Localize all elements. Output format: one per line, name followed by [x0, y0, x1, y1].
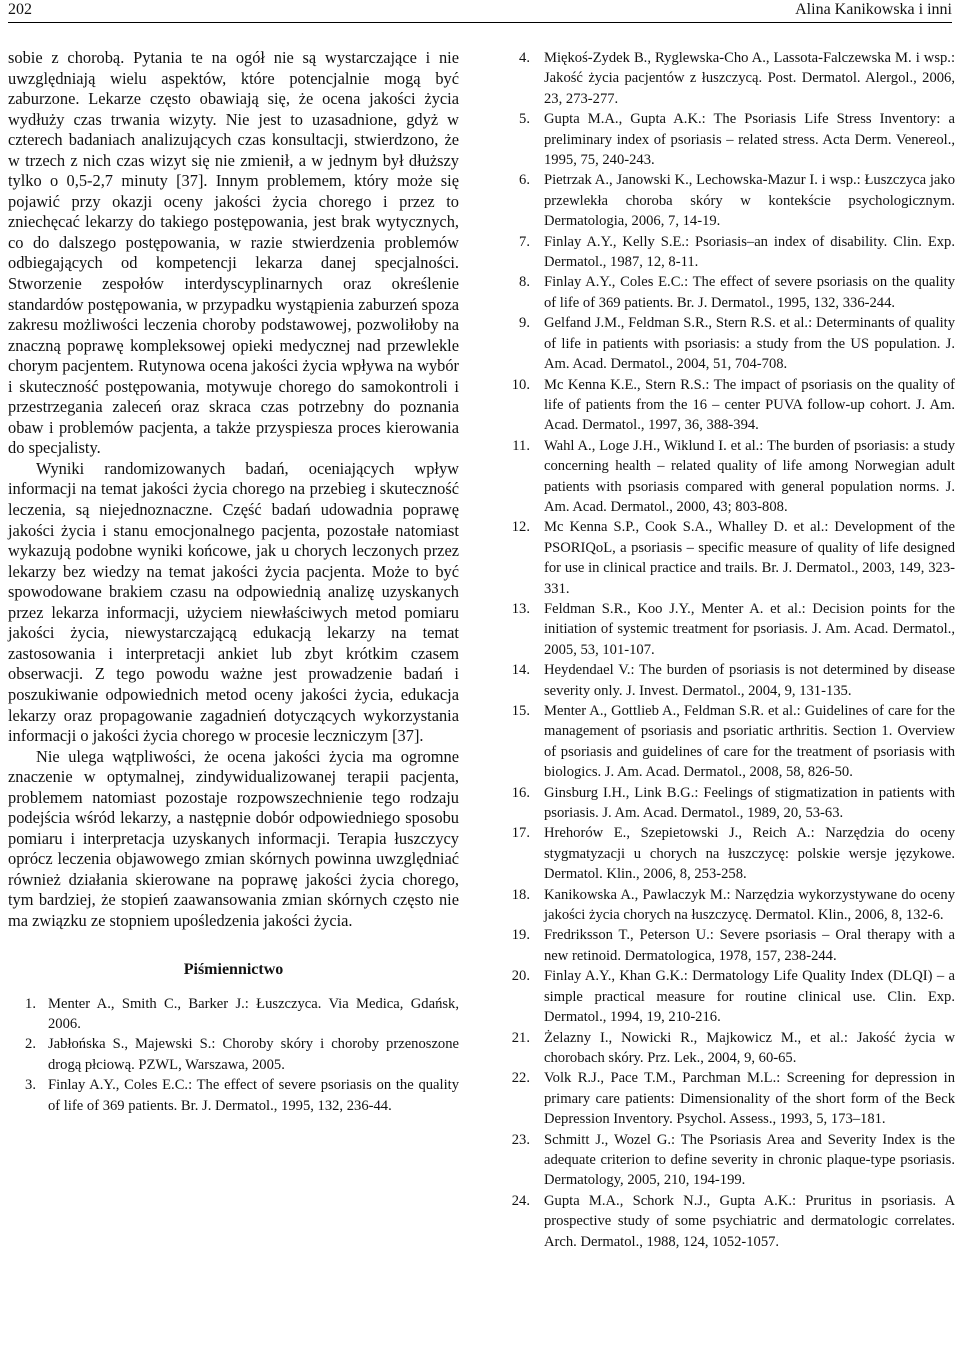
references-list-right: [500, 48, 955, 1252]
reference-number: 24.: [511, 1192, 530, 1209]
reference-number: 23.: [511, 1131, 530, 1148]
reference-text: Pietrzak A., Janowski K., Lechowska-Mazur I. i wsp.: Łuszczyca jako przewlekła choroba skóry w kontekście psychologicznym. Dermatologia, 2006, 7, 14-19.: [544, 172, 955, 230]
reference-number: 15.: [511, 703, 530, 719]
reference-item: [500, 599, 955, 660]
reference-number: 20.: [511, 968, 530, 985]
reference-text: Finlay A.Y., Coles E.C.: The effect of severe psoriasis on the quality of life of 369 patients. Br. J. Dermatol., 1995, 132, 336-244.: [544, 274, 955, 311]
reference-text: Kanikowska A., Pawlaczyk M.: Narzędzia wykorzystywane do oceny jakości życia chorych na łuszczycę. Dermatol. Klin., 2006, 8, 132-6.: [544, 886, 955, 924]
reference-text: Gelfand J.M., Feldman S.R., Stern R.S. et al.: Determinants of quality of life in patients with psoriasis: a study from the US population. J. Am. Acad. Dermatol., 2004, 51, 704-708.: [544, 315, 955, 373]
reference-number: 22.: [511, 1070, 530, 1087]
reference-text: Hrehorów E., Szepietowski J., Reich A.: Narzędzia do oceny stygmatyzacji u chorych na łuszczycę: polskie wersje językowe. Dermatol. Klin., 2006, 8, 253-258.: [544, 825, 955, 883]
body-paragraph: Nie ulega wątpliwości, że ocena jakości życia ma ogromne znaczenie w optymalnej, zindywidualizowanej terapii pacjenta, problemem natomiast pozostaje rozpowszechnienie tego rodzaju podejścia wśród lekarzy, a następnie dobór odpowiedniego sposobu pomiaru i interpretacja uzyskanych informacji. Terapia łuszczycy oprócz leczenia objawowego zmian skórnych powinna uwzględniać również działania skierowane na poprawę jakości życia chorego, tym bardziej, że stopień zaawansowania zmian skórnych często nie ma związku ze stopniem upośledzenia jakości życia.: [8, 746, 459, 930]
reference-item: [8, 1075, 459, 1116]
reference-text: Feldman S.R., Koo J.Y., Menter A. et al.: Decision points for the initiation of systemic treatment for psoriasis. J. Am. Acad. Dermatol., 2005, 53, 101-107.: [544, 600, 955, 658]
reference-text: Gupta M.A., Gupta A.K.: The Psoriasis Life Stress Inventory: a preliminary index of psoriasis – related stress. Acta Derm. Venereol., 1995, 75, 240-243.: [544, 111, 955, 169]
reference-item: [8, 1034, 459, 1075]
reference-number: 8.: [519, 274, 530, 291]
reference-number: 21.: [511, 1029, 530, 1046]
reference-number: 6.: [519, 172, 530, 189]
reference-text: Gupta M.A., Schork N.J., Gupta A.K.: Pruritus in psoriasis. A prospective study of some psychiatric and dermatologic correlates. Arch. Dermatol., 1988, 124, 1052-1057.: [544, 1192, 955, 1250]
reference-number: 11.: [512, 437, 530, 454]
reference-text: Jabłońska S., Majewski S.: Choroby skóry i choroby przenoszone drogą płciową. PZWL, Warszawa, 2005.: [48, 1036, 459, 1073]
reference-item: [500, 436, 955, 518]
reference-text: Żelazny I., Nowicki R., Majkowicz M., et al.: Jakość życia w chorobach skóry. Prz. Lek., 2004, 9, 60-65.: [544, 1029, 955, 1066]
reference-item: [500, 783, 955, 824]
reference-number: 13.: [511, 600, 530, 617]
reference-text: Finlay A.Y., Kelly S.E.: Psoriasis–an index of disability. Clin. Exp. Dermatol., 1987, 12, 8-11.: [544, 233, 955, 271]
reference-item: [8, 994, 459, 1035]
reference-text: Fredriksson T., Peterson U.: Severe psoriasis – Oral therapy with a new retinoid. Dermatologica, 1978, 157, 238-244.: [544, 927, 955, 964]
reference-text: Menter A., Gottlieb A., Feldman S.R. et al.: Guidelines of care for the management of psoriasis and psoriatic arthritis. Section 1. Overview of psoriasis and guidelines of care for the treatment of psoriasis with biologics. J. Am. Acad. Dermatol., 2008, 58, 826-50.: [544, 703, 955, 781]
reference-item: [500, 109, 955, 170]
running-title: Alina Kanikowska i inni: [795, 1, 952, 18]
reference-item: [500, 885, 955, 926]
body-paragraph: Wyniki randomizowanych badań, oceniających wpływ informacji na temat jakości życia chorego na przebieg i skuteczność leczenia, są niejednoznaczne. Część badań udowadnia poprawę jakości życia i stanu emocjonalnego pacjenta, pozostałe natomiast wykazują podobne wyniki końcowe, jak u chorych leczonych przez lekarzy bez wiedzy na temat jakości życia pacjenta. Może to być spowodowane brakiem czasu na odpowiednią analizę uzyskanych przez lekarza informacji, użyciem niewłaściwych metod pomiaru jakości życia, niewystarczającą edukacją lekarzy na temat zastosowania i interpretacji ankiet lub zbyt krótkim czasem obserwacji. Z tego powodu ważne jest prowadzenie badań i poszukiwanie odpowiednich metod oceny jakości życia, edukacja lekarzy oraz propagowanie zagadnień dotyczących wykorzystania informacji o jakości życia chorego w procesie leczniczym [37].: [8, 458, 459, 746]
reference-item: [500, 701, 955, 783]
reference-number: 10.: [511, 376, 530, 393]
reference-text: Heydendael V.: The burden of psoriasis is not determined by disease severity only. J. Invest. Dermatol., 2004, 9, 131-135.: [544, 662, 955, 699]
reference-number: 17.: [511, 825, 530, 842]
reference-text: Menter A., Smith C., Barker J.: Łuszczyca. Via Medica, Gdańsk, 2006.: [48, 995, 459, 1032]
reference-number: 4.: [519, 50, 530, 66]
reference-text: Wahl A., Loge J.H., Wiklund I. et al.: The burden of psoriasis: a study concerning health – related quality of life among Norwegian adult patients with psoriasis compared with general population norms. J. Am. Acad. Dermatol., 2000, 43; 803-808.: [544, 437, 955, 515]
reference-text: Finlay A.Y., Khan G.K.: Dermatology Life Quality Index (DLQI) – a simple practical measure for routine clinical use. Clin. Exp. Dermatol., 1994, 19, 210-216.: [544, 968, 955, 1026]
reference-item: [500, 170, 955, 231]
reference-item: [500, 823, 955, 884]
reference-item: [500, 48, 955, 109]
reference-item: [500, 1191, 955, 1252]
references-list-left: [8, 994, 459, 1116]
reference-text: Mc Kenna K.E., Stern R.S.: The impact of psoriasis on the quality of life of patients from the 16 – center PUVA follow-up cohort. J. Am. Acad. Dermatol., 1997, 36, 388-394.: [544, 376, 955, 434]
reference-number: 19.: [511, 927, 530, 944]
page-number: 202: [8, 1, 32, 18]
reference-text: Mc Kenna S.P., Cook S.A., Whalley D. et al.: Development of the PSORIQoL, a psoriasis – specific measure of quality of life designed for use in clinical practice and trails. Br. J. Dermatol., 2003, 149, 323-331.: [544, 519, 955, 597]
reference-item: [500, 232, 955, 273]
reference-number: 12.: [511, 519, 530, 536]
reference-item: [500, 925, 955, 966]
reference-number: 3.: [25, 1077, 36, 1094]
reference-item: [500, 1130, 955, 1191]
reference-number: 2.: [25, 1036, 36, 1053]
reference-text: Finlay A.Y., Coles E.C.: The effect of severe psoriasis on the quality of life of 369 patients. Br. J. Dermatol., 1995, 132, 236-44.: [48, 1077, 459, 1114]
reference-text: Schmitt J., Wozel G.: The Psoriasis Area and Severity Index is the adequate criterion to define severity in chronic plaque-type psoriasis. Dermatology, 2005, 210, 194-199.: [544, 1131, 955, 1189]
reference-number: 5.: [519, 111, 530, 128]
reference-item: [500, 1028, 955, 1069]
reference-text: Ginsburg I.H., Link B.G.: Feelings of stigmatization in patients with psoriasis. J. Am. Acad. Dermatol., 1989, 20, 53-63.: [544, 784, 955, 822]
reference-text: Miękoś-Zydek B., Ryglewska-Cho A., Lassota-Falczewska M. i wsp.: Jakość życia pacjentów z łuszczycą. Post. Dermatol. Alergol., 2006, 23, 273-277.: [544, 50, 955, 107]
reference-item: [500, 272, 955, 313]
reference-number: 18.: [511, 886, 530, 903]
running-header: [8, 0, 952, 23]
reference-number: 7.: [519, 233, 530, 250]
reference-number: 9.: [519, 315, 530, 332]
reference-number: 1.: [25, 995, 36, 1012]
references-heading: Piśmiennictwo: [183, 960, 284, 978]
left-column: [8, 48, 459, 1116]
reference-item: [500, 966, 955, 1027]
reference-item: [500, 660, 955, 701]
body-paragraph: sobie z chorobą. Pytania te na ogół nie są wystarczające i nie uwzględniają wielu aspektów, które potencjalnie mogą być zaburzone. Lekarze często obawiają się, że ocena jakości życia wydłuży czas trwania wizyty. Nie jest to uzasadnione, gdyż w czterech badaniach analizujących czas konsultacji, stwierdzono, że w trzech z nich czas wizyt się nie zmienił, a w jednym był dłuższy tylko o 0,5-2,7 minuty [37]. Innym problemem, który może się pojawić przy okazji oceny jakości życia chorego i przez to zniechęcać lekarzy do takiego postępowania, jest brak wytycznych, co do dalszego postępowania, w razie stwierdzenia problemów odbiegających od kompetencji lekarza danej specjalności. Stworzenie zespołów interdyscyplinarnych oraz określenie standardów postępowania, w przypadku wystąpienia zaburzeń spoza zakresu możliwości leczenia choroby podstawowej, pozwoliłoby na znaczną poprawę kompleksowej opieki medycznej nad przewlekle chorym pacjentem. Rutynowa ocena jakości życia wpływa na wybór i skuteczność postępowania, motywuje chorego do samokontroli i przestrzegania zaleceń oraz skraca czas potrzebny do poznania obaw i problemów pacjenta, a także przyspiesza proces kierowania do specjalisty.: [8, 48, 459, 458]
reference-item: [500, 517, 955, 599]
reference-text: Volk R.J., Pace T.M., Parchman M.L.: Screening for depression in primary care patients: Dimensionality of the short form of the Beck Depression Inventory. Psychol. Assess., 1993, 5, 173–181.: [544, 1070, 955, 1128]
reference-item: [500, 313, 955, 374]
reference-number: 16.: [511, 784, 530, 801]
right-column: [500, 48, 955, 1252]
reference-item: [500, 1068, 955, 1129]
reference-number: 14.: [511, 662, 530, 679]
reference-item: [500, 375, 955, 436]
